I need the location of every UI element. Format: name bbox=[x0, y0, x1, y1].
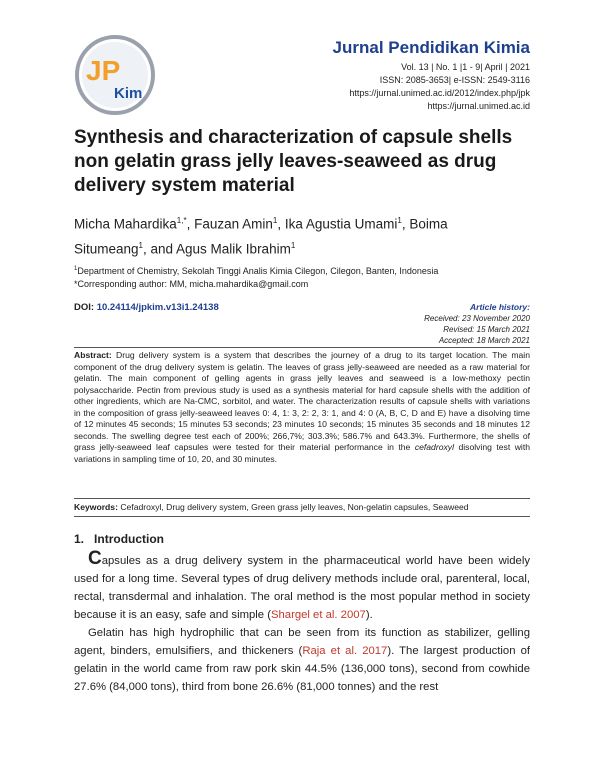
divider bbox=[74, 498, 530, 499]
body-paragraph bbox=[74, 624, 530, 696]
author-sup: 1 bbox=[272, 216, 278, 225]
title-line: Synthesis and characterization of capsule shells bbox=[74, 127, 513, 148]
abstract-text-end: disolving test with variations in sampling time of 10, 20, and 30 minutes. bbox=[74, 442, 530, 464]
paper-title bbox=[74, 126, 544, 198]
doi-line bbox=[74, 302, 219, 313]
affiliation: Department of Chemistry, Sekolah Tinggi Analis Kimia Cilegon, Cilegon, Banten, Indonesia bbox=[77, 266, 439, 276]
keywords-label: Keywords: bbox=[74, 502, 118, 512]
journal-volume: Vol. 13 | No. 1 |1 - 9| April | 2021 bbox=[401, 62, 530, 72]
history-received: Received: 23 November 2020 bbox=[424, 314, 530, 323]
author-name: , and Agus Malik Ibrahim bbox=[143, 241, 291, 256]
abstract bbox=[74, 350, 530, 465]
paragraph-text-end: ). The largest production of gelatin in the world came from raw pork skin 44.5% (136,000 tons), second from cowhide 27.6% (84,000 tons), third from bone 26.6% (81,000 tonnes) and the rest bbox=[74, 645, 531, 693]
paragraph-text: apsules as a drug delivery system in the pharmaceutical world have been widely used for a long time. Several types of drug delivery methods include oral, parenteral, local, rectal, transdermal and inhalation. The oral method is the most popular method in society because it is an easy, safe and simple ( bbox=[74, 555, 530, 621]
journal-title: Jurnal Pendidikan Kimia bbox=[332, 38, 530, 57]
body-paragraph bbox=[74, 548, 530, 624]
title-line: delivery system material bbox=[74, 175, 295, 196]
history-label: Article history: bbox=[470, 302, 530, 312]
author-sup: 1,* bbox=[176, 216, 187, 225]
abstract-italic: cefadroxyl bbox=[414, 442, 454, 452]
author-list bbox=[74, 210, 534, 259]
history-revised: Revised: 15 March 2021 bbox=[443, 325, 530, 334]
drop-cap: C bbox=[88, 548, 102, 569]
author-sup: 1 bbox=[290, 240, 296, 250]
author-name: Situmeang bbox=[74, 241, 139, 256]
keywords bbox=[74, 502, 534, 512]
logo-text-top: JP bbox=[86, 55, 121, 86]
affiliation-block bbox=[74, 263, 544, 291]
abstract-label: Abstract: bbox=[74, 350, 112, 360]
corresponding-author: *Corresponding author: MM, micha.mahardika@gmail.com bbox=[74, 279, 309, 289]
history-accepted: Accepted: 18 March 2021 bbox=[438, 336, 530, 345]
citation-link[interactable]: Shargel et al. 2007 bbox=[270, 609, 366, 621]
divider bbox=[74, 347, 530, 348]
author-name: , Fauzan Amin bbox=[186, 216, 273, 232]
journal-issn: ISSN: 2085-3653| e-ISSN: 2549-3116 bbox=[379, 75, 530, 85]
journal-logo bbox=[74, 34, 156, 116]
author-sup: 1 bbox=[397, 216, 402, 225]
paragraph-text-end: ). bbox=[365, 609, 373, 621]
divider bbox=[74, 516, 530, 517]
paragraph-text: Gelatin has high hydrophilic that can be seen from its function as stabilizer, gelling agent, binders, emulsifiers, and thickeners ( bbox=[74, 627, 530, 657]
affiliation-sup: 1 bbox=[74, 266, 78, 272]
logo-text-bottom: Kim bbox=[114, 85, 143, 102]
abstract-text: Drug delivery system is a system that describes the journey of a drug to its target location. The main component of the drug delivery system is gelatin. The leaves of grass jelly-seaweed are needed as a raw material for gelatin. The main component of gelling agents in grass jelly leaves and seaweed is a low-methoxy pectin polysaccharide. Pectin from previous study is used as a synthesis material for hard capsule shells with the addition of other ingredients, which are Na-CMC, sorbitol, and water. The characterization results of capsule shells with variations in the composition of grass jelly-seaweed leaves 0: 4, 1: 3, 2: 2, 3: 1, and 4: 0 (A, B, C, D and E) have a disolving time of 12 minutes 45 seconds; 15 minutes 53 seconds; 23 minutes 10 seconds; 15 minutes 35 seconds and 18 minutes 12 seconds. The swelling degree test each of 200%; 266,7%; 303.3%; 586.7% and 643.3%. Furthermore, the shells of grass jelly-seaweed leaf capsules were tested for their material performance in the bbox=[74, 350, 530, 452]
journal-url-1[interactable]: https://jurnal.unimed.ac.id/2012/index.php/jpk bbox=[349, 88, 530, 98]
journal-url-2[interactable]: https://jurnal.unimed.ac.id bbox=[427, 101, 530, 111]
title-line: non gelatin grass jelly leaves-seaweed as drug bbox=[74, 151, 497, 172]
doi-label: DOI: bbox=[74, 302, 95, 313]
citation-link[interactable]: Raja et al. 2017 bbox=[302, 645, 388, 657]
author-name: , Boima bbox=[401, 216, 448, 232]
section-heading bbox=[74, 532, 164, 546]
author-sup: 1 bbox=[138, 240, 143, 250]
doi-link[interactable]: 10.24114/jpkim.v13i1.24138 bbox=[96, 302, 219, 313]
author-name: Micha Mahardika bbox=[74, 216, 177, 232]
section-number: 1. bbox=[74, 532, 85, 546]
section-title: Introduction bbox=[94, 532, 165, 546]
author-name: , Ika Agustia Umami bbox=[277, 216, 398, 232]
keywords-text: Cefadroxyl, Drug delivery system, Green grass jelly leaves, Non-gelatin capsules, Seaweed bbox=[117, 502, 469, 512]
